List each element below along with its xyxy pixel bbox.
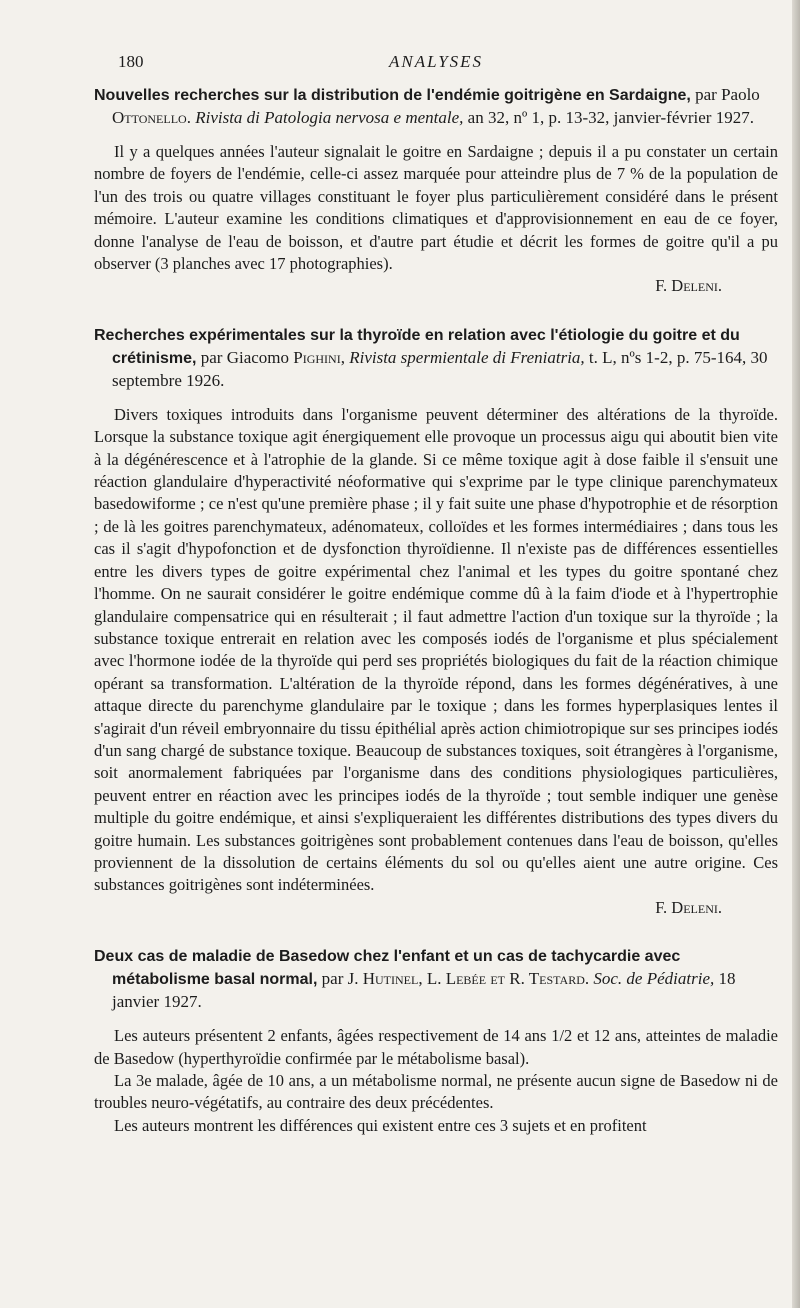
article-body <box>94 404 778 919</box>
article-heading <box>94 945 778 1013</box>
author-suffix: . <box>186 108 196 127</box>
article-body <box>94 141 778 298</box>
running-title: ANALYSES <box>388 52 484 71</box>
author-suffix: . <box>584 969 594 989</box>
page-number: 180 <box>118 52 144 71</box>
article-author: Hutinel, L. Lebée et R. Testard <box>362 969 585 989</box>
paragraph: Il y a quelques années l'auteur signalait le goitre en Sardaigne ; depuis il a pu constater un certain nombre de foyers de l'endémie, celle-ci assez marquée pour atteindre plus de 7 % de la population de l'un des trois ou quatre villages constituant le foyer plus particulièrement considéré dans le présent mémoire. L'auteur examine les conditions climatiques et d'approvisionnement en eau de ce foyer, donne l'analyse de l'eau de boisson, et d'autre part étudie et décrit les formes de goitre qu'il a pu observer (3 planches avec 17 photographies). <box>94 142 778 274</box>
author-suffix: , <box>340 347 350 367</box>
journal-name: Rivista di Patologia nervosa e mentale, <box>195 108 464 127</box>
journal-name: Soc. de Pédiatrie, <box>593 969 715 989</box>
reviewer-signature: F. Deleni. <box>655 897 722 917</box>
author-prefix: par J. <box>317 969 363 989</box>
article-body <box>94 1025 778 1137</box>
citation: 18 janvier 1927. <box>112 969 736 1012</box>
author-prefix: par Paolo <box>690 85 760 104</box>
article-heading <box>94 324 778 392</box>
paragraph: Divers toxiques introduits dans l'organisme peuvent déterminer des altérations de la thyroïde. Lorsque la substance toxique agit énergiquement elle provoque un processus aigu qui aboutit bien vite à la dégénérescence et à l'atrophie de la glande. Si ce même toxique agit à dose faible il s'ensuit une réaction glandulaire d'hyperactivité néoformative qui s'exprime par le type clinique parenchymateux basedowiforme ; ce n'est qu'une première phase ; il y fait suite une phase d'hypotrophie et de résorption ; de là les goitres parenchymateux, adénomateux, colloïdes et les formes intermédiaires ; dans tous les cas il s'agit d'hypofonction et de dysfonction thyroïdienne. Il n'existe pas de différences essentielles entre les divers types de goitre expérimental chez l'animal et les types du goitre spontané chez l'homme. On ne saurait considérer le goitre endémique comme dû à la faim d'iode et à l'hypertrophie glandulaire compensatrice qui en résulterait ; il faut admettre l'action d'un toxique sur la thyroïde ; la substance toxique entrerait en relation avec les composés iodés de l'organisme et plus spécialement avec l'hormone iodée de la thyroïde qui perd ses propriétés biologiques du fait de la réaction chimique opérant sa transformation. L'altération de la thyroïde répond, dans les formes dégénératives, à une attaque directe du parenchyme glandulaire par le toxique ; dans les formes hyperplasiques lentes il s'agirait d'un réveil embryonnaire du tissu épithélial après action chimiotropique sur ses principes iodés d'un sang chargé de substance toxique. Beaucoup de substances toxiques, soit étrangères à l'organisme, soit anormalement fabriquées par l'organisme dans des conditions physiologiques particulières, peuvent entrer en réaction avec les principes iodés de la thyroïde ; tout semble indiquer une genèse multiple du goitre endémique, et ainsi s'expliqueraient les différentes distributions des types divers du goitre humain. Les substances goitrigènes sont probablement contenues dans l'eau de boisson, qu'elles proviennent de la dissolution de certains éléments du sol ou qu'elles aient une autre origine. Ces substances goitrigènes sont indéterminées. <box>94 404 778 895</box>
author-prefix: par Giacomo <box>196 347 294 367</box>
running-head <box>94 52 778 78</box>
article-title: Recherches expérimentales sur la thyroïde en relation avec l'étiologie du goitre et du crétinisme, <box>94 326 740 367</box>
article-author: Ottonello <box>112 108 187 127</box>
citation: an 32, nº 1, p. 13-32, janvier-février 1927. <box>463 108 754 127</box>
article-1 <box>94 84 778 298</box>
paragraph: Les auteurs présentent 2 enfants, âgées respectivement de 14 ans 1/2 et 12 ans, atteintes de maladie de Basedow (hyperthyroïdie confirmée par le métabolisme basal). <box>94 1026 778 1068</box>
article-heading <box>94 84 778 129</box>
paragraph: La 3e malade, âgée de 10 ans, a un métabolisme normal, ne présente aucun signe de Basedow ni de troubles neuro-végétatifs, au contraire des deux précédentes. <box>94 1071 778 1113</box>
page-edge-shadow <box>792 0 800 1308</box>
journal-name: Rivista spermientale di Freniatria, <box>349 347 585 367</box>
article-3 <box>94 945 778 1137</box>
reviewer-signature: F. Deleni. <box>655 276 722 296</box>
article-title: Deux cas de maladie de Basedow chez l'enfant et un cas de tachycardie avec métabolisme basal normal, <box>94 948 681 989</box>
article-author: Pighini <box>293 347 341 367</box>
citation: t. L, nºs 1-2, p. 75-164, 30 septembre 1926. <box>112 347 768 390</box>
article-2 <box>94 324 778 919</box>
paragraph: Les auteurs montrent les différences qui existent entre ces 3 sujets et en profitent <box>114 1115 647 1135</box>
article-title: Nouvelles recherches sur la distribution de l'endémie goitrigène en Sardaigne, <box>94 87 691 104</box>
